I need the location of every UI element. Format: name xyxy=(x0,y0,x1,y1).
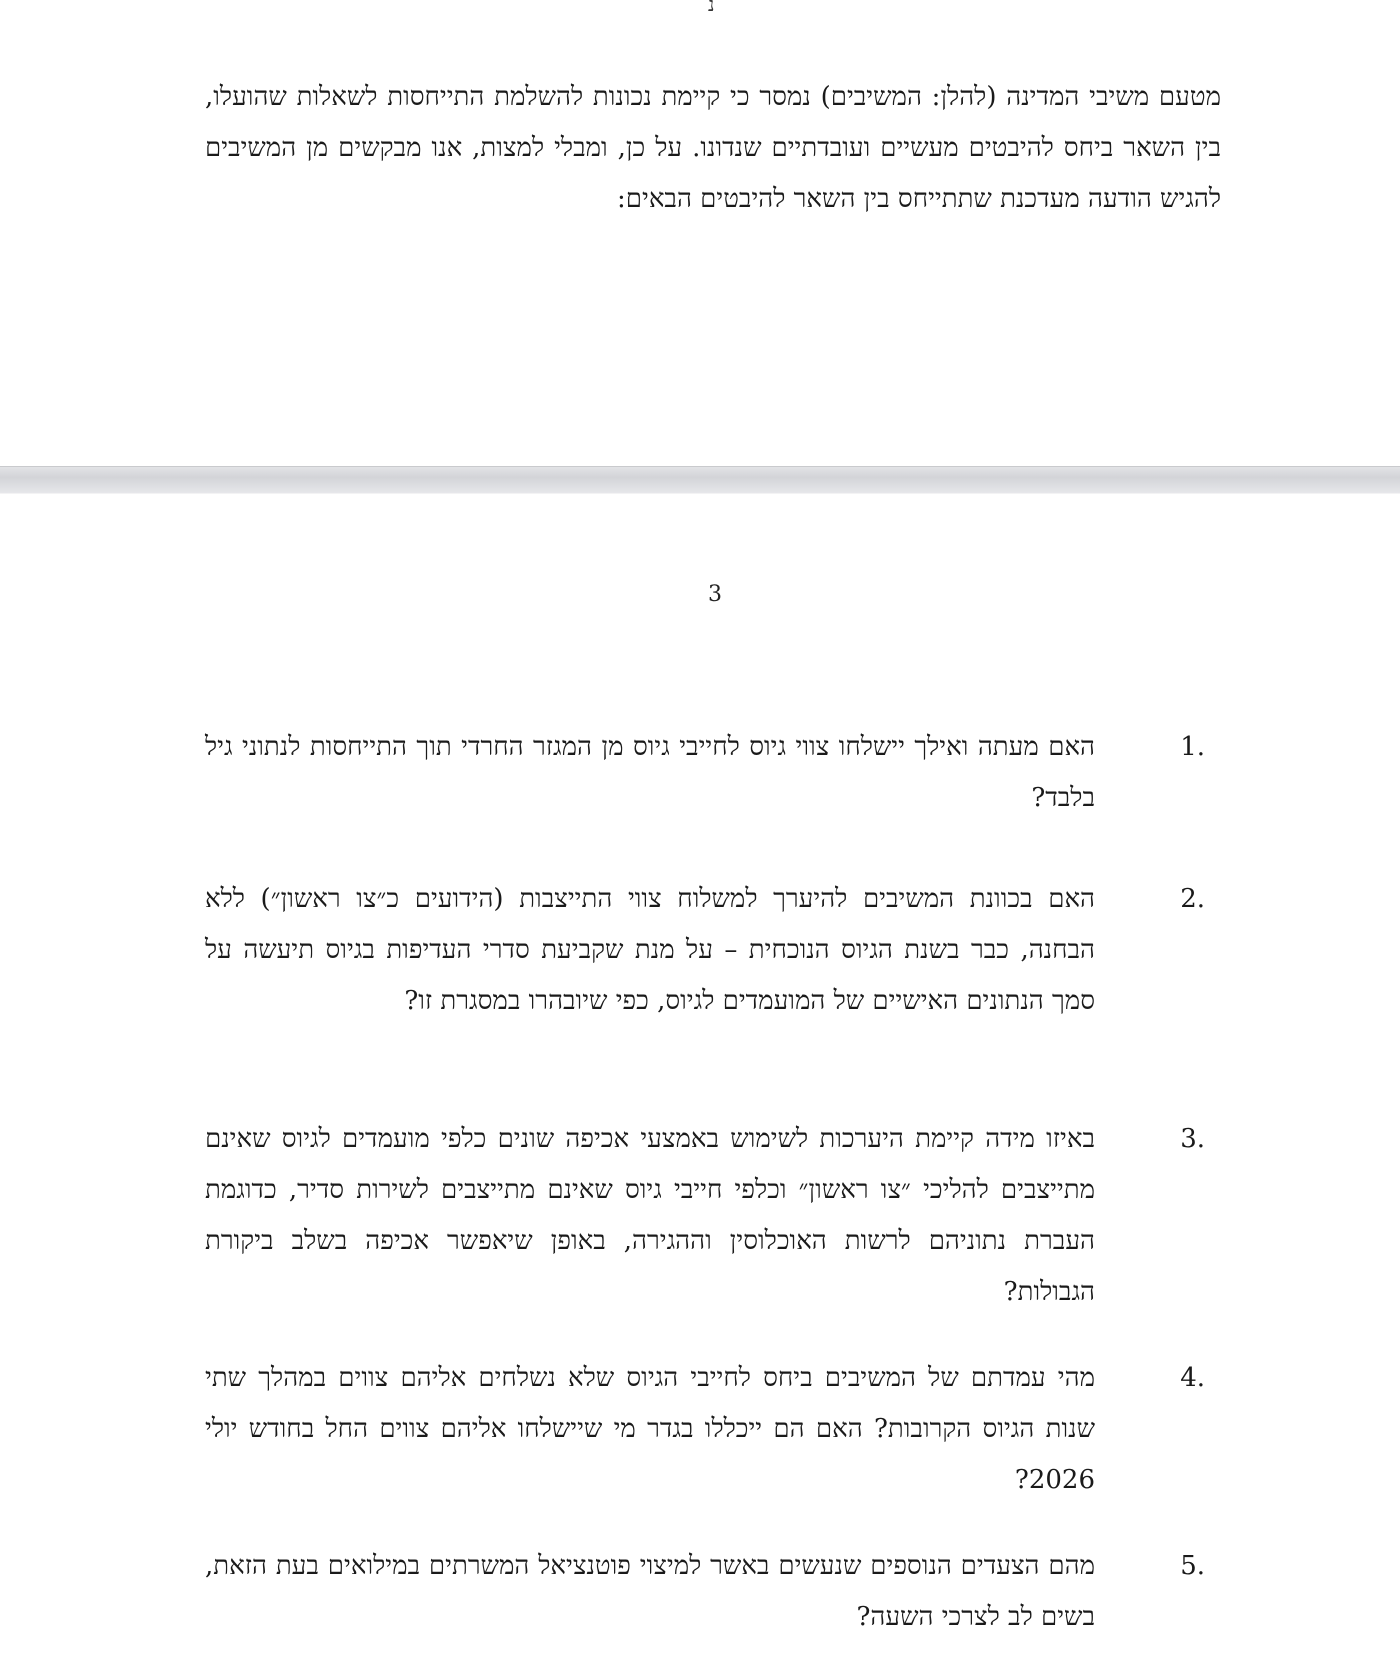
question-number: .4 xyxy=(1180,1363,1205,1393)
question-text: מהם הצעדים הנוספים שנעשים באשר למיצוי פוטנציאל המשרתים במילואים בעת הזאת, בשים לב לצרכי השעה? xyxy=(205,1551,1095,1632)
page-number: 3 xyxy=(708,582,722,607)
question-item-5 xyxy=(205,1541,1205,1643)
question-item-1 xyxy=(205,722,1205,824)
question-number: .5 xyxy=(1180,1551,1205,1581)
question-text: האם בכוונת המשיבים להיערך למשלוח צווי התייצבות (הידועים כ״צו ראשון״) ללא הבחנה, כבר בשנת הגיוס הנוכחית – על מנת שקביעת סדרי העדיפות בגיוס תיעשה על סמך הנתונים האישיים של המועמדים לגיוס, כפי שיובהרו במסגרת זו? xyxy=(205,884,1095,1016)
page-top-mark: נ xyxy=(708,0,715,16)
question-number: .3 xyxy=(1180,1124,1205,1154)
question-item-2 xyxy=(205,874,1205,1027)
intro-paragraph: מטעם משיבי המדינה (להלן: המשיבים) נמסר כי קיימת נכונות להשלמת התייחסות לשאלות שהועלו, בין השאר ביחס להיבטים מעשיים ועובדתיים שנדונו. על כן, ומבלי למצות, אנו מבקשים מן המשיבים להגיש הודעה מעדכנת שתתייחס בין השאר להיבטים הבאים: xyxy=(205,82,1221,214)
page-separator xyxy=(0,466,1400,494)
question-text: האם מעתה ואילך יישלחו צווי גיוס לחייבי גיוס מן המגזר החרדי תוך התייחסות לנתוני גיל בלבד? xyxy=(205,732,1095,813)
document-page-top xyxy=(0,0,1400,466)
question-text: מהי עמדתם של המשיבים ביחס לחייבי הגיוס שלא נשלחים אליהם צווים במהלך שתי שנות הגיוס הקרובות? האם הם ייכללו בגדר מי שיישלחו אליהם צווים החל בחודש יולי 2026? xyxy=(205,1363,1095,1495)
question-number: .2 xyxy=(1180,884,1205,914)
question-item-3 xyxy=(205,1114,1205,1318)
question-item-4 xyxy=(205,1353,1205,1506)
question-text: באיזו מידה קיימת היערכות לשימוש באמצעי אכיפה שונים כלפי מועמדים לגיוס שאינם מתייצבים להליכי ״צו ראשון״ וכלפי חייבי גיוס שאינם מתייצבים לשירות סדיר, כדוגמת העברת נתוניהם לרשות האוכלוסין וההגירה, באופן שיאפשר אכיפה בשלב ביקורת הגבולות? xyxy=(205,1124,1096,1307)
question-number: .1 xyxy=(1180,732,1205,762)
